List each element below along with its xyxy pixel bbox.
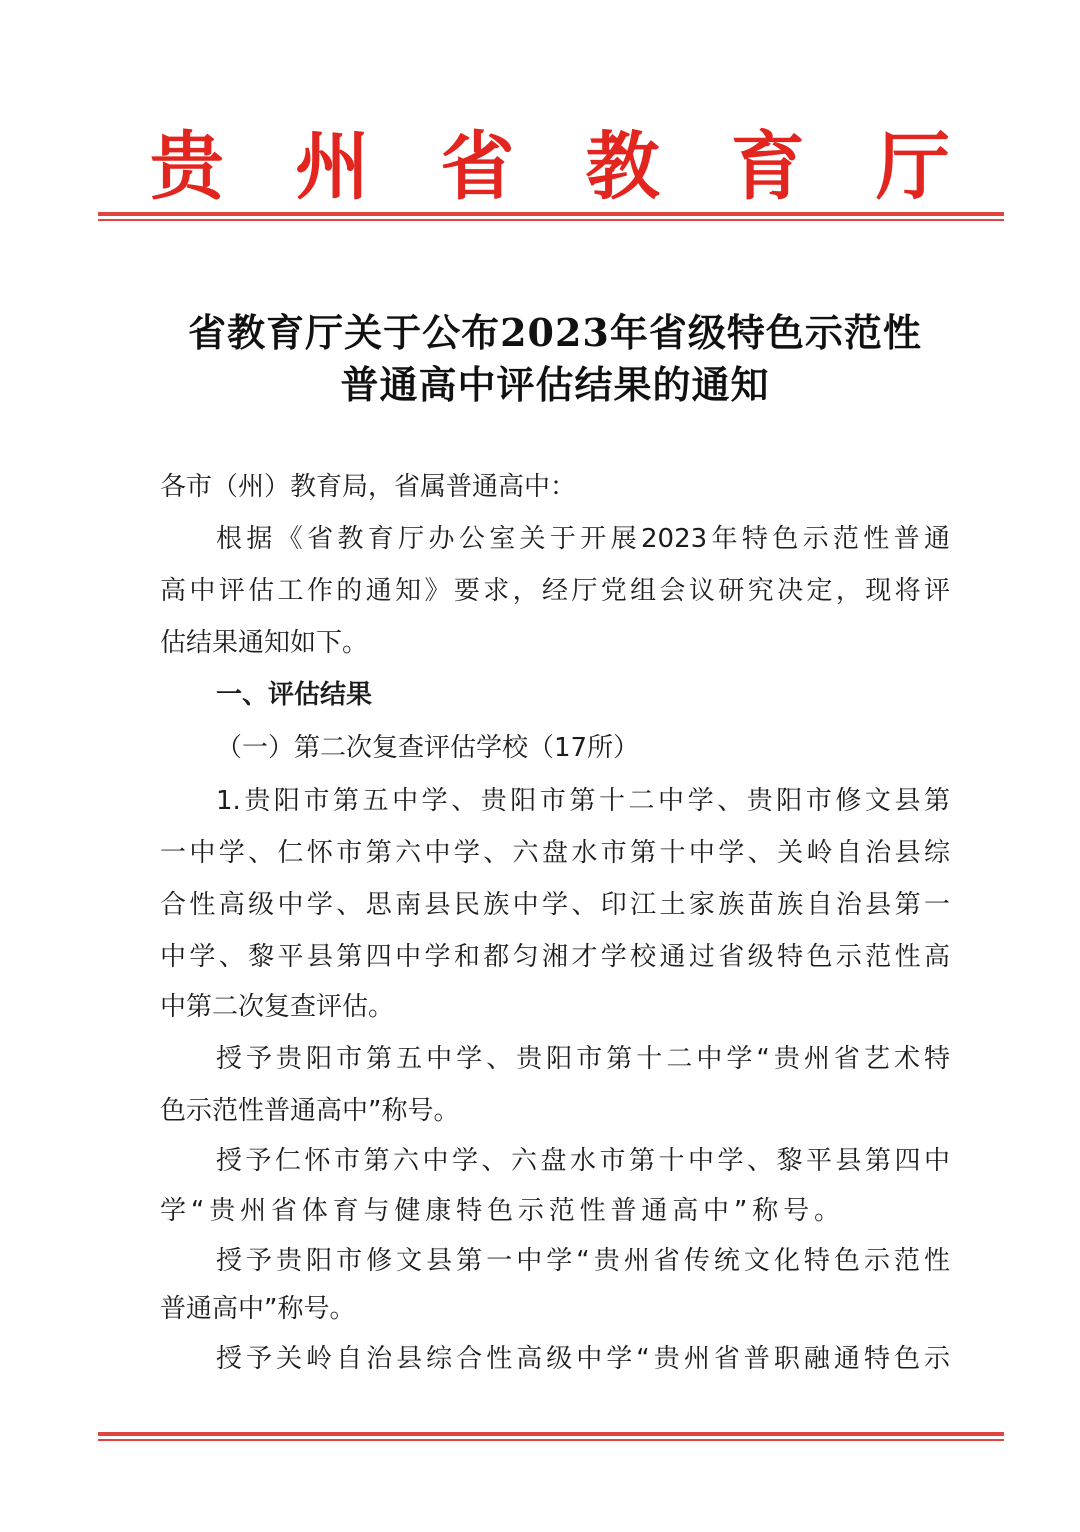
masthead [150,122,950,212]
masthead-char: 育 [730,124,805,210]
body-line: 根据《省教育厅办公室关于开展2023年特色示范性普通 [216,524,950,554]
paragraph-line: 合性高级中学、思南县民族中学、印江土家族苗族自治县第一 [160,890,950,920]
paragraph-line: 一中学、仁怀市第六中学、六盘水市第十中学、关岭自治县综 [160,838,950,868]
paragraph-line: 普通高中”称号。 [160,1294,356,1324]
document-title-line-1: 省教育厅关于公布2023年省级特色示范性 [188,310,922,355]
paragraph-line: 1.贵阳市第五中学、贵阳市第十二中学、贵阳市修文县第 [216,786,950,816]
paragraph-line: 授予贵阳市第五中学、贵阳市第十二中学“贵州省艺术特 [216,1044,950,1074]
paragraph-line: 授予关岭自治县综合性高级中学“贵州省普职融通特色示 [216,1344,950,1374]
masthead-char: 厅 [875,124,950,210]
paragraph-line: 中第二次复查评估。 [160,992,395,1022]
masthead-char: 贵 [150,124,224,210]
paragraph-line: 授予贵阳市修文县第一中学“贵州省传统文化特色示范性 [216,1246,950,1276]
masthead-char: 教 [585,124,660,210]
paragraph-line: 授予仁怀市第六中学、六盘水市第十中学、黎平县第四中 [216,1146,950,1176]
masthead-char: 省 [440,124,515,210]
footer-divider [98,1432,1004,1441]
body-line: 高中评估工作的通知》要求，经厅党组会议研究决定，现将评 [160,576,950,606]
document-title-line-2: 普通高中评估结果的通知 [340,362,770,407]
salutation: 各市（州）教育局，省属普通高中： [160,472,577,502]
header-divider [98,212,1004,221]
section-heading: 一、评估结果 [216,680,373,710]
subsection-heading: （一）第二次复查评估学校（17所） [216,733,640,763]
paragraph-line: 中学、黎平县第四中学和都匀湘才学校通过省级特色示范性高 [160,942,950,972]
paragraph-line: 色示范性普通高中”称号。 [160,1096,460,1126]
masthead-char: 州 [295,124,370,210]
body-line: 估结果通知如下。 [160,628,369,658]
paragraph-line: 学“贵州省体育与健康特色示范性普通高中”称号。 [160,1196,840,1226]
